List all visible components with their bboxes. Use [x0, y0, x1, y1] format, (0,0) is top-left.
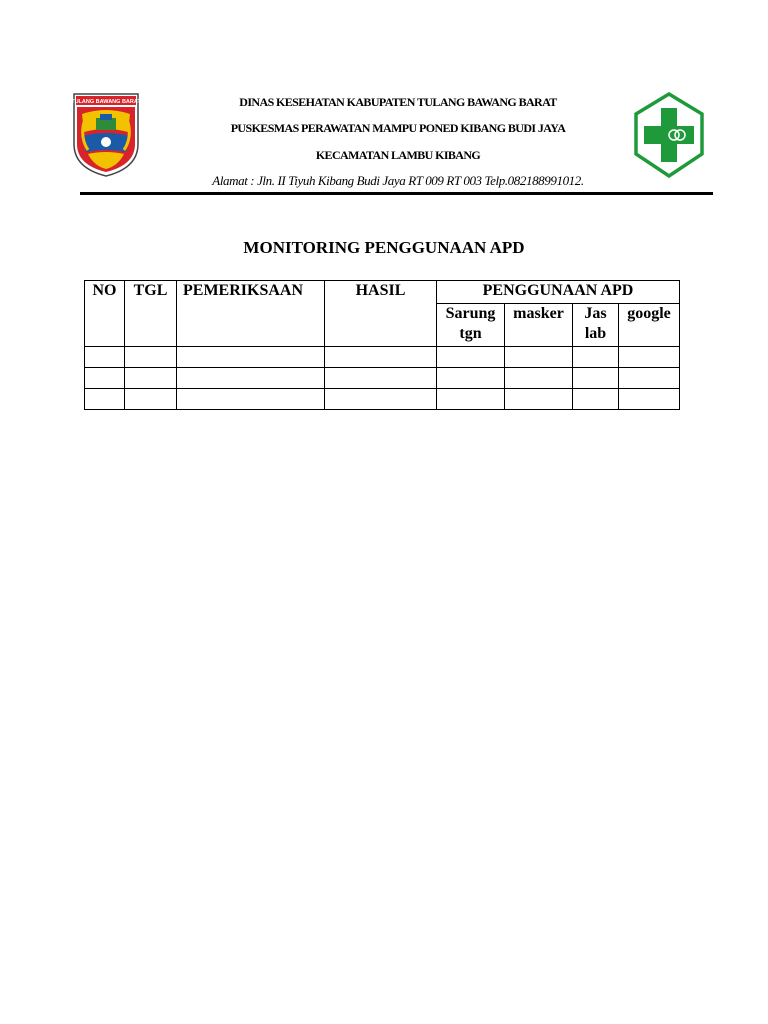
table-row: [85, 389, 680, 410]
header-penggunaan-apd: PENGGUNAAN APD: [437, 281, 680, 304]
letterhead-district: KECAMATAN LAMBU KIBANG: [315, 148, 481, 162]
table-cell: [573, 368, 619, 389]
table-cell: [325, 389, 437, 410]
table-cell: [505, 389, 573, 410]
header-tgl: TGL: [125, 281, 177, 347]
table-cell: [437, 368, 505, 389]
header-google: google: [619, 304, 680, 347]
logo-banner-text: TULANG BAWANG BARAT: [72, 99, 140, 105]
table-cell: [325, 368, 437, 389]
table-cell: [125, 368, 177, 389]
table-cell: [85, 347, 125, 368]
table-cell: [125, 389, 177, 410]
table-cell: [619, 368, 680, 389]
table-cell: [85, 389, 125, 410]
table-cell: [177, 389, 325, 410]
letterhead-divider: [80, 192, 713, 195]
header-pemeriksaan: PEMERIKSAAN: [177, 281, 325, 347]
table-cell: [437, 347, 505, 368]
table-cell: [505, 347, 573, 368]
letterhead-puskesmas: PUSKESMAS PERAWATAN MAMPU PONED KIBANG BUDI JAYA: [230, 121, 566, 135]
table-cell: [573, 347, 619, 368]
table-row: [85, 347, 680, 368]
table-row: [85, 368, 680, 389]
table-cell: [437, 389, 505, 410]
letterhead-agency: DINAS KESEHATAN KABUPATEN TULANG BAWANG BARAT: [239, 95, 557, 109]
table-cell: [619, 347, 680, 368]
document-title: MONITORING PENGGUNAAN APD: [243, 238, 525, 257]
table-cell: [573, 389, 619, 410]
table-cell: [505, 368, 573, 389]
monitoring-table: [84, 280, 680, 410]
table-cell: [177, 368, 325, 389]
header-jas-lab: Jas lab: [573, 304, 619, 347]
header-hasil: HASIL: [325, 281, 437, 347]
table-cell: [85, 368, 125, 389]
header-masker: masker: [505, 304, 573, 347]
table-cell: [125, 347, 177, 368]
table-cell: [325, 347, 437, 368]
table-cell: [177, 347, 325, 368]
header-no: NO: [85, 281, 125, 347]
table-cell: [619, 389, 680, 410]
letterhead-address: Alamat : Jln. II Tiyuh Kibang Budi Jaya RT 009 RT 003 Telp.082188991012.: [212, 173, 584, 188]
header-sarung: Sarung tgn: [437, 304, 505, 347]
